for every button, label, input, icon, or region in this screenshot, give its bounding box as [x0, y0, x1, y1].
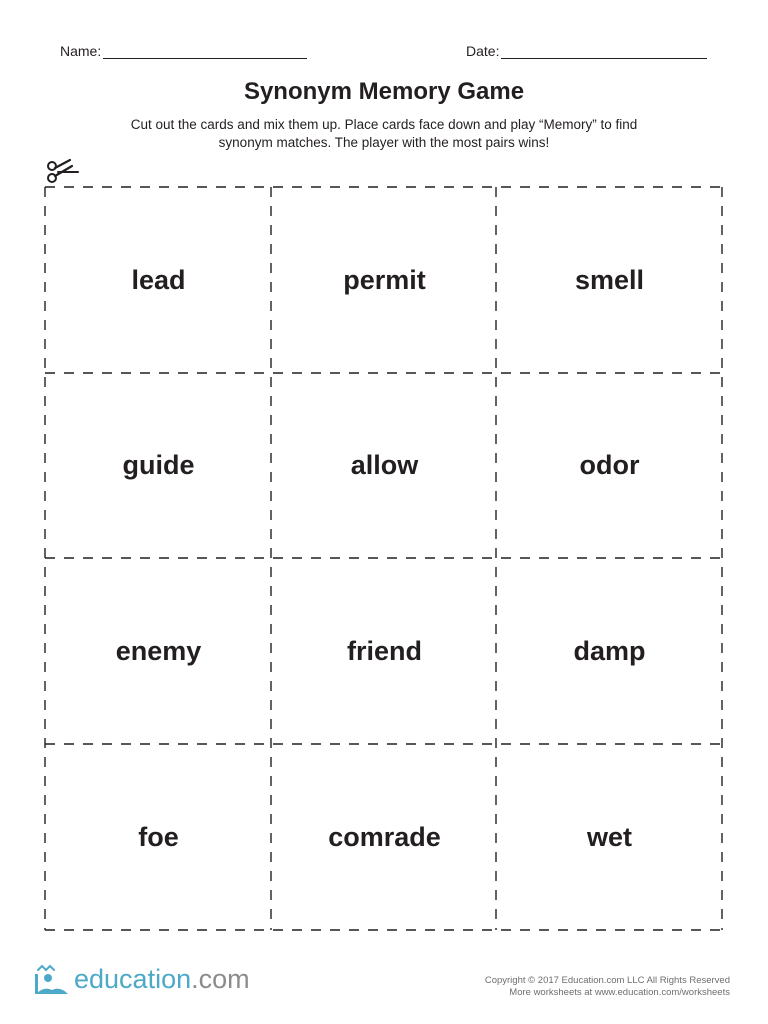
logo-wordmark — [74, 964, 250, 995]
card-word: lead — [131, 264, 186, 295]
card-word: comrade — [328, 821, 441, 852]
card-word: allow — [350, 450, 419, 480]
logo-main: education — [74, 964, 192, 994]
card[interactable] — [497, 188, 722, 372]
card[interactable] — [46, 559, 271, 743]
copyright-line-1: Copyright © 2017 Education.com LLC All Rights Reserved — [484, 975, 730, 986]
education-logo[interactable] — [32, 960, 272, 1002]
card[interactable] — [272, 374, 497, 557]
date-label: Date: — [466, 43, 500, 59]
card[interactable] — [272, 559, 497, 743]
card[interactable] — [272, 188, 497, 372]
instructions-line-2: synonym matches. The player with the most pairs wins! — [218, 135, 550, 150]
card-word: enemy — [115, 635, 202, 666]
card[interactable] — [272, 745, 497, 929]
card[interactable] — [497, 374, 722, 557]
card-word: smell — [574, 264, 645, 295]
card-word: odor — [579, 450, 640, 480]
page-title: Synonym Memory Game — [243, 78, 525, 105]
more-worksheets-link[interactable]: More worksheets at www.education.com/worksheets — [509, 987, 730, 998]
card-word: wet — [586, 821, 632, 852]
card[interactable] — [497, 745, 722, 929]
instructions-line-1: Cut out the cards and mix them up. Place cards face down and play “Memory” to find — [130, 117, 638, 132]
card[interactable] — [497, 559, 722, 743]
name-label: Name: — [60, 43, 102, 59]
card-word: friend — [346, 635, 422, 666]
card-word: damp — [573, 635, 646, 666]
card[interactable] — [46, 374, 271, 557]
card-word: guide — [122, 450, 195, 480]
card-word: foe — [138, 821, 179, 852]
card[interactable] — [46, 745, 271, 929]
card-word: permit — [343, 264, 426, 295]
logo-suffix: .com — [191, 964, 250, 994]
copyright — [485, 975, 730, 999]
card[interactable] — [46, 188, 271, 372]
reading-figure-icon — [32, 960, 72, 1000]
